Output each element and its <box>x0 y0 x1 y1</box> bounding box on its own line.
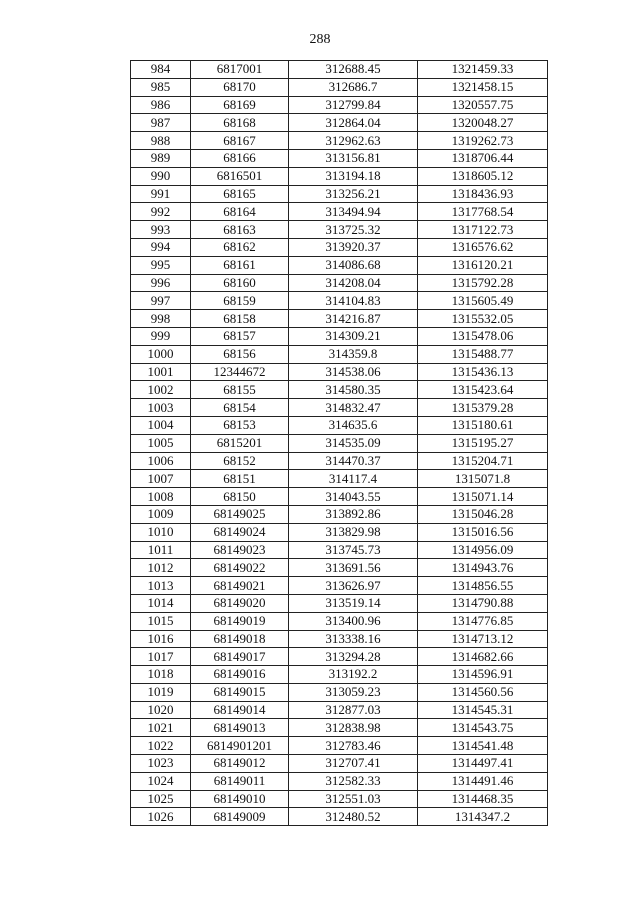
x-coordinate-cell: 312480.52 <box>289 808 418 826</box>
x-coordinate-cell: 312799.84 <box>289 96 418 114</box>
x-coordinate-cell: 313626.97 <box>289 577 418 595</box>
point-id-cell: 68149009 <box>191 808 289 826</box>
point-id-cell: 68166 <box>191 149 289 167</box>
y-coordinate-cell: 1317768.54 <box>418 203 548 221</box>
point-index-cell: 999 <box>131 327 191 345</box>
table-row <box>131 470 548 488</box>
y-coordinate-cell: 1315195.27 <box>418 434 548 452</box>
y-coordinate-cell: 1315792.28 <box>418 274 548 292</box>
point-id-cell: 68149017 <box>191 648 289 666</box>
table-row <box>131 434 548 452</box>
table-row <box>131 292 548 310</box>
x-coordinate-cell: 312962.63 <box>289 132 418 150</box>
x-coordinate-cell: 313745.73 <box>289 541 418 559</box>
table-row <box>131 648 548 666</box>
y-coordinate-cell: 1320048.27 <box>418 114 548 132</box>
table-row <box>131 167 548 185</box>
point-index-cell: 1007 <box>131 470 191 488</box>
point-id-cell: 68150 <box>191 488 289 506</box>
point-index-cell: 996 <box>131 274 191 292</box>
table-row <box>131 203 548 221</box>
x-coordinate-cell: 312707.41 <box>289 755 418 773</box>
point-index-cell: 985 <box>131 78 191 96</box>
x-coordinate-cell: 312551.03 <box>289 790 418 808</box>
table-row <box>131 719 548 737</box>
point-index-cell: 1021 <box>131 719 191 737</box>
y-coordinate-cell: 1314713.12 <box>418 630 548 648</box>
table-row <box>131 541 548 559</box>
table-row <box>131 78 548 96</box>
x-coordinate-cell: 313691.56 <box>289 559 418 577</box>
point-id-cell: 68149020 <box>191 594 289 612</box>
point-id-cell: 68164 <box>191 203 289 221</box>
point-id-cell: 68149013 <box>191 719 289 737</box>
y-coordinate-cell: 1314543.75 <box>418 719 548 737</box>
point-id-cell: 68149022 <box>191 559 289 577</box>
table-row <box>131 345 548 363</box>
x-coordinate-cell: 313829.98 <box>289 523 418 541</box>
x-coordinate-cell: 312582.33 <box>289 772 418 790</box>
table-row <box>131 755 548 773</box>
point-id-cell: 68159 <box>191 292 289 310</box>
point-id-cell: 68152 <box>191 452 289 470</box>
point-index-cell: 1005 <box>131 434 191 452</box>
table-row <box>131 612 548 630</box>
y-coordinate-cell: 1316120.21 <box>418 256 548 274</box>
point-index-cell: 1001 <box>131 363 191 381</box>
y-coordinate-cell: 1314776.85 <box>418 612 548 630</box>
table-row <box>131 737 548 755</box>
point-id-cell: 68160 <box>191 274 289 292</box>
y-coordinate-cell: 1321458.15 <box>418 78 548 96</box>
point-id-cell: 68149024 <box>191 523 289 541</box>
coordinates-table <box>130 60 548 826</box>
x-coordinate-cell: 314104.83 <box>289 292 418 310</box>
x-coordinate-cell: 314117.4 <box>289 470 418 488</box>
y-coordinate-cell: 1318605.12 <box>418 167 548 185</box>
point-index-cell: 989 <box>131 149 191 167</box>
table-row <box>131 630 548 648</box>
y-coordinate-cell: 1318706.44 <box>418 149 548 167</box>
point-id-cell: 68155 <box>191 381 289 399</box>
x-coordinate-cell: 314832.47 <box>289 399 418 417</box>
point-id-cell: 68149021 <box>191 577 289 595</box>
x-coordinate-cell: 314208.04 <box>289 274 418 292</box>
x-coordinate-cell: 313725.32 <box>289 221 418 239</box>
y-coordinate-cell: 1315071.8 <box>418 470 548 488</box>
point-index-cell: 1025 <box>131 790 191 808</box>
y-coordinate-cell: 1315016.56 <box>418 523 548 541</box>
point-id-cell: 6817001 <box>191 61 289 79</box>
table-row <box>131 256 548 274</box>
point-index-cell: 997 <box>131 292 191 310</box>
y-coordinate-cell: 1315379.28 <box>418 399 548 417</box>
table-row <box>131 132 548 150</box>
y-coordinate-cell: 1321459.33 <box>418 61 548 79</box>
point-index-cell: 1019 <box>131 683 191 701</box>
point-index-cell: 1004 <box>131 416 191 434</box>
point-id-cell: 68163 <box>191 221 289 239</box>
table-row <box>131 416 548 434</box>
table-row <box>131 381 548 399</box>
point-index-cell: 1015 <box>131 612 191 630</box>
x-coordinate-cell: 314216.87 <box>289 310 418 328</box>
point-id-cell: 6816501 <box>191 167 289 185</box>
x-coordinate-cell: 313194.18 <box>289 167 418 185</box>
x-coordinate-cell: 314359.8 <box>289 345 418 363</box>
point-index-cell: 1013 <box>131 577 191 595</box>
table-row <box>131 666 548 684</box>
table-row <box>131 310 548 328</box>
table-row <box>131 274 548 292</box>
table-row <box>131 221 548 239</box>
table-body <box>131 61 548 826</box>
point-index-cell: 1022 <box>131 737 191 755</box>
x-coordinate-cell: 313059.23 <box>289 683 418 701</box>
point-index-cell: 1006 <box>131 452 191 470</box>
x-coordinate-cell: 312864.04 <box>289 114 418 132</box>
x-coordinate-cell: 313494.94 <box>289 203 418 221</box>
x-coordinate-cell: 312838.98 <box>289 719 418 737</box>
table-row <box>131 559 548 577</box>
y-coordinate-cell: 1314856.55 <box>418 577 548 595</box>
table-row <box>131 114 548 132</box>
table-row <box>131 185 548 203</box>
table-row <box>131 683 548 701</box>
y-coordinate-cell: 1315436.13 <box>418 363 548 381</box>
y-coordinate-cell: 1314560.56 <box>418 683 548 701</box>
x-coordinate-cell: 314635.6 <box>289 416 418 434</box>
table-row <box>131 452 548 470</box>
point-id-cell: 68153 <box>191 416 289 434</box>
x-coordinate-cell: 313400.96 <box>289 612 418 630</box>
y-coordinate-cell: 1315204.71 <box>418 452 548 470</box>
point-index-cell: 1023 <box>131 755 191 773</box>
point-id-cell: 68170 <box>191 78 289 96</box>
y-coordinate-cell: 1315046.28 <box>418 505 548 523</box>
point-index-cell: 1014 <box>131 594 191 612</box>
point-id-cell: 68149016 <box>191 666 289 684</box>
y-coordinate-cell: 1314347.2 <box>418 808 548 826</box>
x-coordinate-cell: 313256.21 <box>289 185 418 203</box>
table-row <box>131 505 548 523</box>
point-index-cell: 988 <box>131 132 191 150</box>
table-row <box>131 772 548 790</box>
y-coordinate-cell: 1315180.61 <box>418 416 548 434</box>
x-coordinate-cell: 312877.03 <box>289 701 418 719</box>
point-id-cell: 68149018 <box>191 630 289 648</box>
x-coordinate-cell: 313519.14 <box>289 594 418 612</box>
point-id-cell: 68149011 <box>191 772 289 790</box>
point-index-cell: 1009 <box>131 505 191 523</box>
point-index-cell: 1016 <box>131 630 191 648</box>
y-coordinate-cell: 1314790.88 <box>418 594 548 612</box>
table-row <box>131 327 548 345</box>
point-index-cell: 994 <box>131 238 191 256</box>
x-coordinate-cell: 314470.37 <box>289 452 418 470</box>
point-id-cell: 68169 <box>191 96 289 114</box>
table-row <box>131 701 548 719</box>
point-index-cell: 987 <box>131 114 191 132</box>
table-row <box>131 594 548 612</box>
x-coordinate-cell: 313192.2 <box>289 666 418 684</box>
point-id-cell: 12344672 <box>191 363 289 381</box>
y-coordinate-cell: 1318436.93 <box>418 185 548 203</box>
point-id-cell: 68149023 <box>191 541 289 559</box>
x-coordinate-cell: 314538.06 <box>289 363 418 381</box>
point-id-cell: 68149019 <box>191 612 289 630</box>
point-id-cell: 68149012 <box>191 755 289 773</box>
y-coordinate-cell: 1315478.06 <box>418 327 548 345</box>
table-row <box>131 96 548 114</box>
point-index-cell: 993 <box>131 221 191 239</box>
table-row <box>131 61 548 79</box>
y-coordinate-cell: 1315071.14 <box>418 488 548 506</box>
y-coordinate-cell: 1314682.66 <box>418 648 548 666</box>
point-id-cell: 68149025 <box>191 505 289 523</box>
y-coordinate-cell: 1315488.77 <box>418 345 548 363</box>
point-id-cell: 68156 <box>191 345 289 363</box>
point-id-cell: 68149014 <box>191 701 289 719</box>
y-coordinate-cell: 1314956.09 <box>418 541 548 559</box>
table-row <box>131 577 548 595</box>
table-row <box>131 363 548 381</box>
point-index-cell: 1018 <box>131 666 191 684</box>
y-coordinate-cell: 1314545.31 <box>418 701 548 719</box>
point-id-cell: 68154 <box>191 399 289 417</box>
y-coordinate-cell: 1315605.49 <box>418 292 548 310</box>
x-coordinate-cell: 314309.21 <box>289 327 418 345</box>
y-coordinate-cell: 1315532.05 <box>418 310 548 328</box>
point-index-cell: 986 <box>131 96 191 114</box>
y-coordinate-cell: 1314541.48 <box>418 737 548 755</box>
x-coordinate-cell: 313920.37 <box>289 238 418 256</box>
x-coordinate-cell: 313892.86 <box>289 505 418 523</box>
point-index-cell: 984 <box>131 61 191 79</box>
table-row <box>131 790 548 808</box>
point-id-cell: 68158 <box>191 310 289 328</box>
point-index-cell: 1017 <box>131 648 191 666</box>
point-id-cell: 68161 <box>191 256 289 274</box>
point-index-cell: 1011 <box>131 541 191 559</box>
y-coordinate-cell: 1319262.73 <box>418 132 548 150</box>
page-number: 288 <box>309 32 331 47</box>
x-coordinate-cell: 313338.16 <box>289 630 418 648</box>
point-id-cell: 68157 <box>191 327 289 345</box>
point-index-cell: 992 <box>131 203 191 221</box>
table-row <box>131 149 548 167</box>
y-coordinate-cell: 1320557.75 <box>418 96 548 114</box>
point-id-cell: 6815201 <box>191 434 289 452</box>
point-index-cell: 1010 <box>131 523 191 541</box>
point-index-cell: 1026 <box>131 808 191 826</box>
y-coordinate-cell: 1314596.91 <box>418 666 548 684</box>
point-index-cell: 991 <box>131 185 191 203</box>
y-coordinate-cell: 1316576.62 <box>418 238 548 256</box>
table-row <box>131 808 548 826</box>
point-index-cell: 1012 <box>131 559 191 577</box>
y-coordinate-cell: 1315423.64 <box>418 381 548 399</box>
point-id-cell: 6814901201 <box>191 737 289 755</box>
point-index-cell: 1024 <box>131 772 191 790</box>
point-index-cell: 990 <box>131 167 191 185</box>
point-index-cell: 995 <box>131 256 191 274</box>
point-id-cell: 68165 <box>191 185 289 203</box>
table-row <box>131 523 548 541</box>
point-id-cell: 68162 <box>191 238 289 256</box>
point-id-cell: 68168 <box>191 114 289 132</box>
point-index-cell: 1003 <box>131 399 191 417</box>
table-row <box>131 399 548 417</box>
x-coordinate-cell: 314580.35 <box>289 381 418 399</box>
point-index-cell: 998 <box>131 310 191 328</box>
x-coordinate-cell: 312686.7 <box>289 78 418 96</box>
point-index-cell: 1008 <box>131 488 191 506</box>
table-row <box>131 488 548 506</box>
x-coordinate-cell: 314535.09 <box>289 434 418 452</box>
x-coordinate-cell: 313294.28 <box>289 648 418 666</box>
point-id-cell: 68149015 <box>191 683 289 701</box>
point-index-cell: 1000 <box>131 345 191 363</box>
y-coordinate-cell: 1314497.41 <box>418 755 548 773</box>
point-id-cell: 68167 <box>191 132 289 150</box>
y-coordinate-cell: 1314943.76 <box>418 559 548 577</box>
y-coordinate-cell: 1314491.46 <box>418 772 548 790</box>
point-id-cell: 68151 <box>191 470 289 488</box>
point-index-cell: 1020 <box>131 701 191 719</box>
point-id-cell: 68149010 <box>191 790 289 808</box>
x-coordinate-cell: 314043.55 <box>289 488 418 506</box>
x-coordinate-cell: 313156.81 <box>289 149 418 167</box>
y-coordinate-cell: 1314468.35 <box>418 790 548 808</box>
x-coordinate-cell: 312783.46 <box>289 737 418 755</box>
y-coordinate-cell: 1317122.73 <box>418 221 548 239</box>
x-coordinate-cell: 312688.45 <box>289 61 418 79</box>
x-coordinate-cell: 314086.68 <box>289 256 418 274</box>
point-index-cell: 1002 <box>131 381 191 399</box>
table-row <box>131 238 548 256</box>
